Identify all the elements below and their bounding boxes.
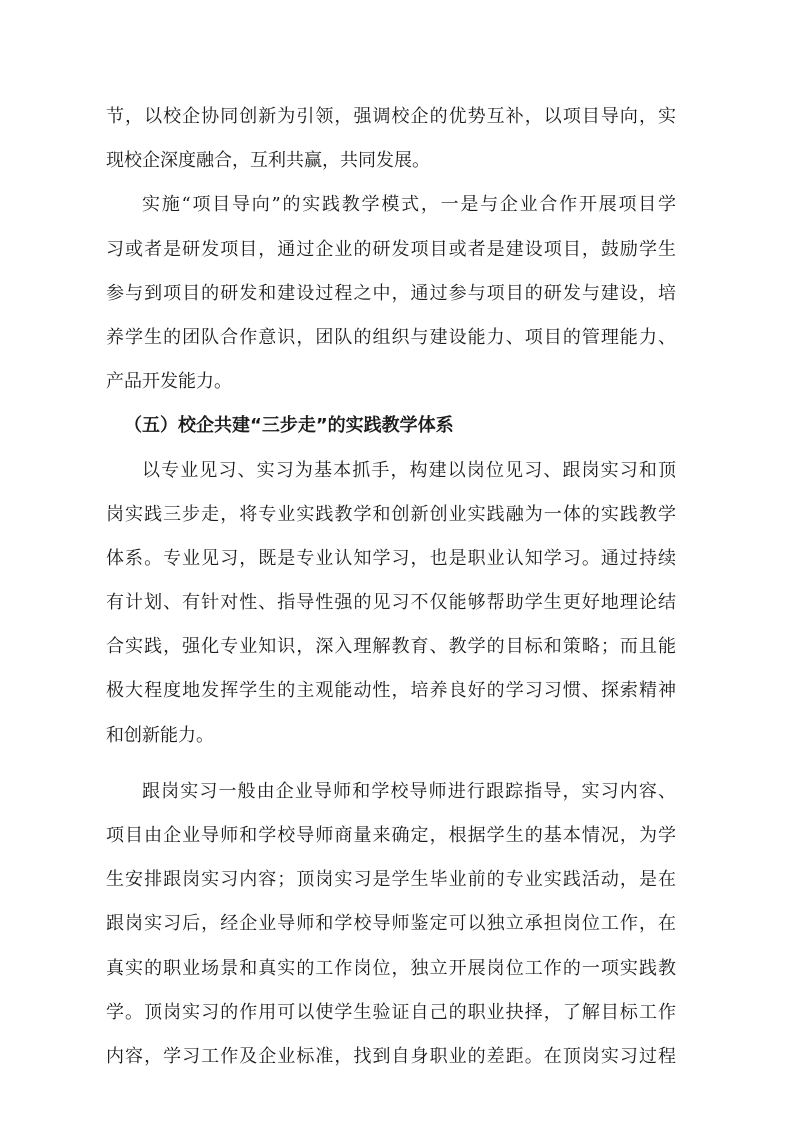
text-line: 学。顶岗实习的作用可以使学生验证自己的职业抉择，了解目标工作 <box>106 1001 676 1023</box>
paragraph <box>106 770 676 1079</box>
heading-text: （五）校企共建“三步走”的实践教学体系 <box>124 415 454 437</box>
text-line: 实施“项目导向”的实践教学模式，一是与企业合作开展项目学 <box>142 194 676 216</box>
text-line: 内容，学习工作及企业标准，找到自身职业的差距。在顶岗实习过程 <box>106 1045 676 1067</box>
text-line: 现校企深度融合，互利共赢，共同发展。 <box>106 150 430 172</box>
text-line: 跟岗实习后，经企业导师和学校导师鉴定可以独立承担岗位工作，在 <box>106 913 676 935</box>
text-line: 产品开发能力。 <box>106 371 232 393</box>
text-line: 以专业见习、实习为基本抓手，构建以岗位见习、跟岗实习和顶 <box>142 459 676 481</box>
text-line: 有计划、有针对性、指导性强的见习不仅能够帮助学生更好地理论结 <box>106 592 676 614</box>
paragraph-spacer <box>106 758 676 770</box>
section-heading <box>106 404 676 448</box>
text-line: 真实的职业场景和真实的工作岗位，独立开展岗位工作的一项实践教 <box>106 957 676 979</box>
text-line: 习或者是研发项目，通过企业的研发项目或者是建设项目，鼓励学生 <box>106 238 676 260</box>
text-line: 和创新能力。 <box>106 724 214 746</box>
text-line: 养学生的团队合作意识，团队的组织与建设能力、项目的管理能力、 <box>106 326 676 348</box>
text-line: 节，以校企协同创新为引领，强调校企的优势互补，以项目导向，实 <box>106 106 676 127</box>
text-line: 跟岗实习一般由企业导师和学校导师进行跟踪指导，实习内容、 <box>142 780 676 802</box>
text-line: 体系。专业见习，既是专业认知学习，也是职业认知学习。通过持续 <box>106 547 676 569</box>
paragraph <box>106 449 676 758</box>
text-line: 参与到项目的研发和建设过程之中，通过参与项目的研发与建设，培 <box>106 282 676 304</box>
text-line: 项目由企业导师和学校导师商量来确定，根据学生的基本情况，为学 <box>106 825 676 846</box>
paragraph <box>106 183 676 404</box>
document-page <box>106 95 676 1079</box>
text-line: 极大程度地发挥学生的主观能动性，培养良好的学习习惯、探索精神 <box>106 680 676 702</box>
text-line: 岗实践三步走，将专业实践教学和创新创业实践融为一体的实践教学 <box>106 503 676 525</box>
paragraph <box>106 95 676 183</box>
text-line: 合实践，强化专业知识，深入理解教育、教学的目标和策略；而且能 <box>106 636 676 658</box>
text-line: 生安排跟岗实习内容；顶岗实习是学生毕业前的专业实践活动，是在 <box>106 869 676 891</box>
